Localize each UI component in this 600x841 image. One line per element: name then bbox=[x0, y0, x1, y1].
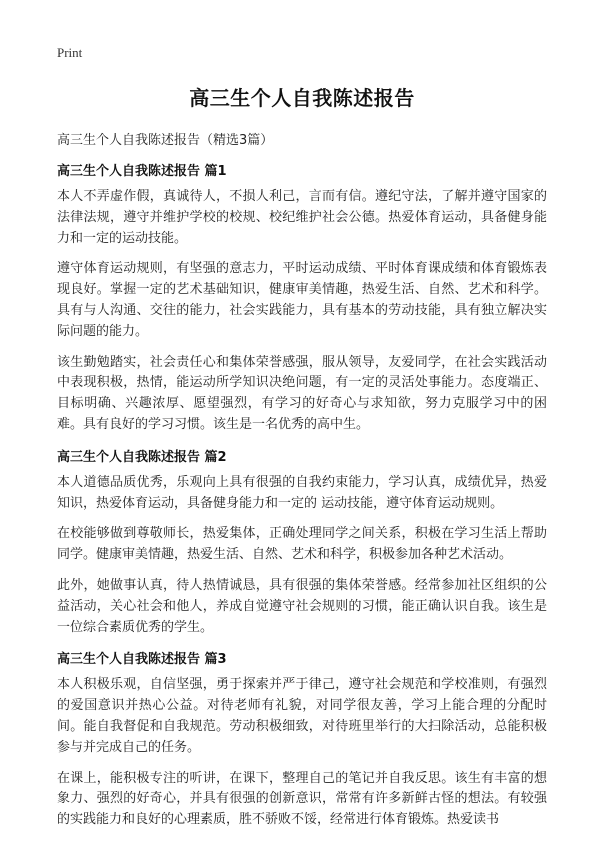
section-2 bbox=[57, 446, 547, 639]
paragraph: 在校能够做到尊敬师长，热爱集体，正确处理同学之间关系，积极在学习生活上帮助同学。健康审美情趣，热爱生活、自然、艺术和科学，积极参加各种艺术活动。 bbox=[57, 526, 547, 563]
section-heading: 高三生个人自我陈述报告 篇2 bbox=[57, 449, 227, 465]
document-subtitle: 高三生个人自我陈述报告（精选3篇） bbox=[57, 133, 274, 148]
paragraph: 本人不弄虚作假，真诚待人，不损人利己，言而有信。遵纪守法，了解并遵守国家的法律法规，遵守并维护学校的校规、校纪维护社会公德。热爱体育运动，具备健身能力和一定的运动技能。 bbox=[57, 189, 547, 246]
paragraph: 此外，她做事认真，待人热情诚恳，具有很强的集体荣誉感。经常参加社区组织的公益活动，关心社会和他人，养成自觉遵守社会规则的习惯，能正确认识自我。该生是一位综合素质优秀的学生。 bbox=[57, 577, 547, 635]
paragraph: 本人积极乐观，自信坚强，勇于探索并严于律己，遵守社会规范和学校准则，有强烈的爱国意识并热心公益。对待老师有礼貌，对同学很友善，学习上能合理的分配时间。能自我督促和自我规范。劳动积极细致，对待班里举行的大扫除活动，总能积极参与并完成自己的任务。 bbox=[57, 677, 547, 755]
section-3 bbox=[57, 648, 547, 831]
section-heading: 高三生个人自我陈述报告 篇1 bbox=[57, 164, 227, 179]
page-title: 高三生个人自我陈述报告 bbox=[189, 88, 415, 110]
paragraph: 该生勤勉踏实，社会责任心和集体荣誉感强，服从领导，友爱同学，在社会实践活动中表现积极，热情，能运动所学知识决绝问题，有一定的灵活处事能力。态度端正、目标明确、兴趣浓厚、愿望强烈，有学习的好奇心与求知欲，努力克服学习中的困难。具有良好的学习习惯。该生是一名优秀的高中生。 bbox=[57, 354, 547, 432]
print-link[interactable]: Print bbox=[57, 45, 83, 60]
paragraph: 在课上，能积极专注的听讲，在课下，整理自己的笔记并自我反思。该生有丰富的想象力、强烈的好奇心，并具有很强的创新意识，常常有许多新鲜古怪的想法。有较强的实践能力和良好的心理素质，胜不骄败不馁，经常进行体育锻炼。热爱读书 bbox=[57, 770, 547, 828]
paragraph: 本人道德品质优秀，乐观向上具有很强的自我约束能力，学习认真，成绩优异，热爱知识，热爱体育运动，具备健身能力和一定的 运动技能，遵守体育运动规则。 bbox=[57, 474, 547, 511]
section-1 bbox=[57, 160, 547, 436]
document-page bbox=[57, 72, 547, 841]
paragraph: 遵守体育运动规则，有坚强的意志力，平时运动成绩、平时体育课成绩和体育锻炼表现良好。掌握一定的艺术基础知识，健康审美情趣，热爱生活、自然、艺术和科学。具有与人沟通、交往的能力，社会实践能力，具有基本的劳动技能，具有独立解决实际问题的能力。 bbox=[57, 261, 547, 339]
section-heading: 高三生个人自我陈述报告 篇3 bbox=[57, 652, 227, 668]
